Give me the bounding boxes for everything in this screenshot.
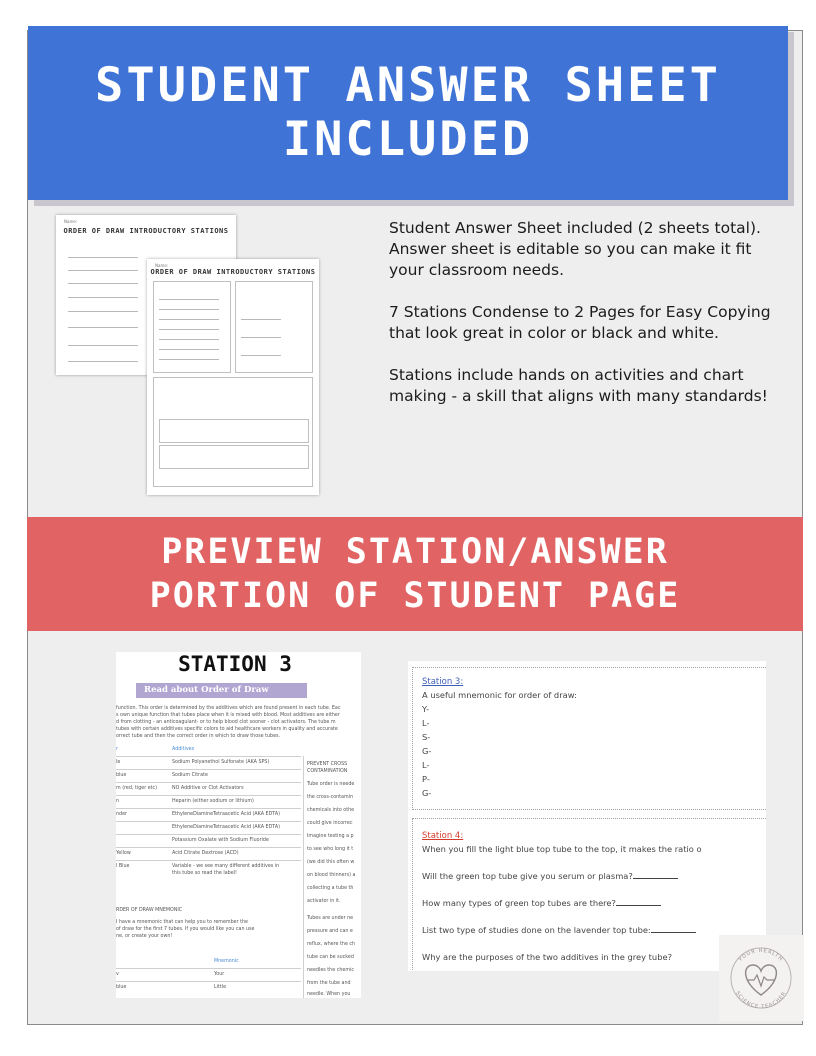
table-rule (116, 968, 301, 969)
logo-bottom-text: SCIENCE TEACHER (734, 990, 788, 1011)
mnemonic-cell: blue (116, 985, 127, 990)
description-paragraph: Student Answer Sheet included (2 sheets total). Answer sheet is editable so you can make it fit your classroom needs. (389, 219, 761, 279)
thumb-line (68, 270, 138, 271)
thumb-line (159, 309, 219, 310)
side-column-line: pressure and can e (307, 929, 353, 934)
svg-text:SCIENCE TEACHER (734, 991, 788, 1011)
table-cell-color: blue (116, 773, 127, 778)
table-rule (116, 795, 301, 796)
table-rule (116, 860, 301, 861)
heart-pulse-logo-icon (719, 935, 804, 1021)
thumb-chart-row (159, 419, 309, 443)
thumb-line (241, 319, 281, 320)
table-rule (116, 847, 301, 848)
mnemonic-letter: P- (422, 774, 430, 784)
station3-intro-line: orrect tube and then the correct order in which to draw those tubes. (116, 734, 281, 739)
table-cell-additive: Sodium Polyanethol Sulfonate (AKA SPS) (172, 760, 270, 765)
station3-preview (116, 652, 361, 998)
side-column-line: needle. When you (307, 992, 351, 997)
svg-text:YOUR HEALTH (737, 948, 784, 964)
station4-question: List two type of studies done on the lavender top tube: (422, 924, 696, 937)
description-paragraph: 7 Stations Condense to 2 Pages for Easy Copying that look great in color or black and white. (389, 303, 771, 342)
station3-link[interactable]: Station 3: (422, 677, 464, 687)
table-rule (116, 769, 301, 770)
table-cell-additive: Acid Citrate Dextrose (ACD) (172, 851, 239, 856)
table-cell-additive: EthyleneDiamineTetraacetic Acid (AKA EDTA) (172, 825, 280, 830)
description-paragraph: Stations include hands on activities and chart making - a skill that aligns with many standards! (389, 366, 768, 405)
mnemonic-cell: Your (214, 972, 225, 977)
logo-top-text: YOUR HEALTH (737, 947, 785, 963)
brand-logo (719, 935, 804, 1021)
answer-sheet-banner (28, 26, 788, 200)
side-column-line: activator in it. (307, 899, 341, 904)
thumb-line (68, 283, 138, 284)
table-cell-additive: EthyleneDiamineTetraacetic Acid (AKA EDTA) (172, 812, 280, 817)
station4-question: Will the green top tube give you serum or plasma? (422, 870, 678, 883)
preview-banner (27, 517, 803, 631)
answer-blank[interactable] (633, 871, 678, 879)
side-column-line: to see who long it t (307, 847, 354, 852)
table-rule (116, 821, 301, 822)
thumb-chart-row (159, 445, 309, 469)
mnemonic-text-line: ne, or create your own! (116, 934, 173, 939)
side-column-line: CONTAMINATION (307, 769, 348, 774)
table-rule (116, 834, 301, 835)
side-column-line: reflux, where the ch (307, 942, 356, 947)
thumb-line (159, 359, 219, 360)
station3-title: STATION 3 (178, 652, 292, 676)
station3-prompt: A useful mnemonic for order of draw: (422, 690, 577, 700)
table-cell-additive: Sodium Citrate (172, 773, 208, 778)
answer-blank[interactable] (616, 898, 661, 906)
station3-intro-line: tubes with certain additives specific colors to aid healthcare workers in quality and accurate (116, 727, 338, 732)
thumb-heading: ORDER OF DRAW INTRODUCTORY STATIONS (63, 227, 229, 235)
thumb-line (68, 361, 138, 362)
table-rule (116, 756, 301, 757)
answer-sheet-thumbnail-front (147, 259, 319, 495)
mnemonic-heading: RDER OF DRAW MNEMONIC (116, 908, 183, 913)
mnemonic-letter: L- (422, 718, 430, 728)
side-column-line: PREVENT CROSS (307, 762, 348, 767)
mnemonic-text-line: of draw for the first 7 tubes. If you would like you can use (116, 927, 255, 932)
table-cell-color: nder (116, 812, 128, 817)
thumb-heading: ORDER OF DRAW INTRODUCTORY STATIONS (150, 268, 316, 276)
mnemonic-letter: Y- (422, 704, 430, 714)
station4-question: When you fill the light blue top tube to the top, it makes the ratio o (422, 844, 702, 854)
mnemonic-column-label: Mnemonic (214, 959, 239, 964)
mnemonic-cell: Little (214, 985, 227, 990)
table-cell-additive: Potassium Oxalate with Sodium Fluoride (172, 838, 269, 843)
side-column-line: Tube order is neede (307, 782, 355, 787)
mnemonic-letter: L- (422, 760, 430, 770)
thumb-line (68, 327, 138, 328)
answer-sheet-description (389, 218, 774, 428)
thumb-line (159, 339, 219, 340)
table-rule (116, 808, 301, 809)
side-column-line: the cross-contamin (307, 795, 354, 800)
table-cell-color: le (116, 760, 121, 765)
table-header-color: r (116, 747, 118, 752)
mnemonic-letter: G- (422, 746, 432, 756)
thumb-station-box (235, 281, 313, 373)
answer-blank[interactable] (651, 925, 696, 933)
thumb-line (241, 337, 281, 338)
table-cell-color: n (116, 799, 120, 804)
table-rule (116, 981, 301, 982)
side-column-line: Tubes are under ne (307, 916, 354, 921)
mnemonic-cell: v (116, 972, 119, 977)
table-cell-color: l Blue (116, 864, 130, 869)
side-column-line: from the tube and (307, 981, 351, 986)
mnemonic-text-line: I have a mnemonic that can help you to remember the (116, 920, 248, 925)
thumb-line (159, 319, 219, 320)
thumb-name-label: Name: (155, 263, 169, 268)
mnemonic-letter: G- (422, 788, 432, 798)
table-cell-color: Yellow (116, 851, 131, 856)
station3-intro-line: s own unique function that tubes place when it is mixed with blood. Most additives are either (116, 713, 340, 718)
side-column-line: tube can be sucked (307, 955, 354, 960)
side-column-line: could give incorrec (307, 821, 353, 826)
table-cell-additive: Heparin (either sodium or lithium) (172, 799, 254, 804)
answer-sheet-banner-title: STUDENT ANSWER SHEET INCLUDED (95, 58, 721, 167)
thumb-line (159, 349, 219, 350)
table-cell-additive: NO Additive or Clot Activators (172, 786, 244, 791)
side-column-line: Imagine testing a p (307, 834, 354, 839)
station4-link[interactable]: Station 4: (422, 831, 464, 841)
station4-question: How many types of green top tubes are there? (422, 897, 661, 910)
side-column-line: collecting a tube th (307, 886, 354, 891)
answer-sheet-preview (408, 661, 766, 971)
table-cell-color: m (red, tiger etc) (116, 786, 158, 791)
thumb-line (159, 299, 219, 300)
side-column-line: (we did this often w (307, 860, 355, 865)
thumb-line (68, 311, 138, 312)
station3-intro-line: function. This order is determined by the additives which are found present in each tube. Eac (116, 706, 341, 711)
thumb-line (68, 345, 138, 346)
side-column-line: on blood thinners) a (307, 873, 356, 878)
station3-intro-line: d from clotting - an anticoagulant- or to help blood clot sooner - clot activators. The tube m (116, 720, 336, 725)
thumb-line (241, 355, 281, 356)
station3-subtitle-bar (136, 683, 307, 698)
table-header-additives: Additives (172, 747, 195, 752)
side-column-divider (303, 756, 304, 998)
station4-question: Why are the purposes of the two additives in the grey tube? (422, 952, 672, 962)
table-cell-additive: Variable - we see many different additives in (172, 864, 280, 869)
side-column-line: chemicals into othe (307, 808, 355, 813)
side-column-line: needles the chemic (307, 968, 354, 973)
thumb-line (68, 297, 138, 298)
table-cell-additive: this tube so read the label! (172, 871, 237, 876)
table-rule (116, 782, 301, 783)
thumb-line (159, 329, 219, 330)
station4-answer-box (412, 818, 766, 971)
station3-subtitle: Read about Order of Draw (144, 685, 269, 695)
preview-banner-title: PREVIEW STATION/ANSWER PORTION OF STUDENT PAGE (149, 532, 681, 616)
thumb-line (68, 257, 138, 258)
mnemonic-letter: S- (422, 732, 431, 742)
thumb-name-label: Name: (64, 219, 78, 224)
